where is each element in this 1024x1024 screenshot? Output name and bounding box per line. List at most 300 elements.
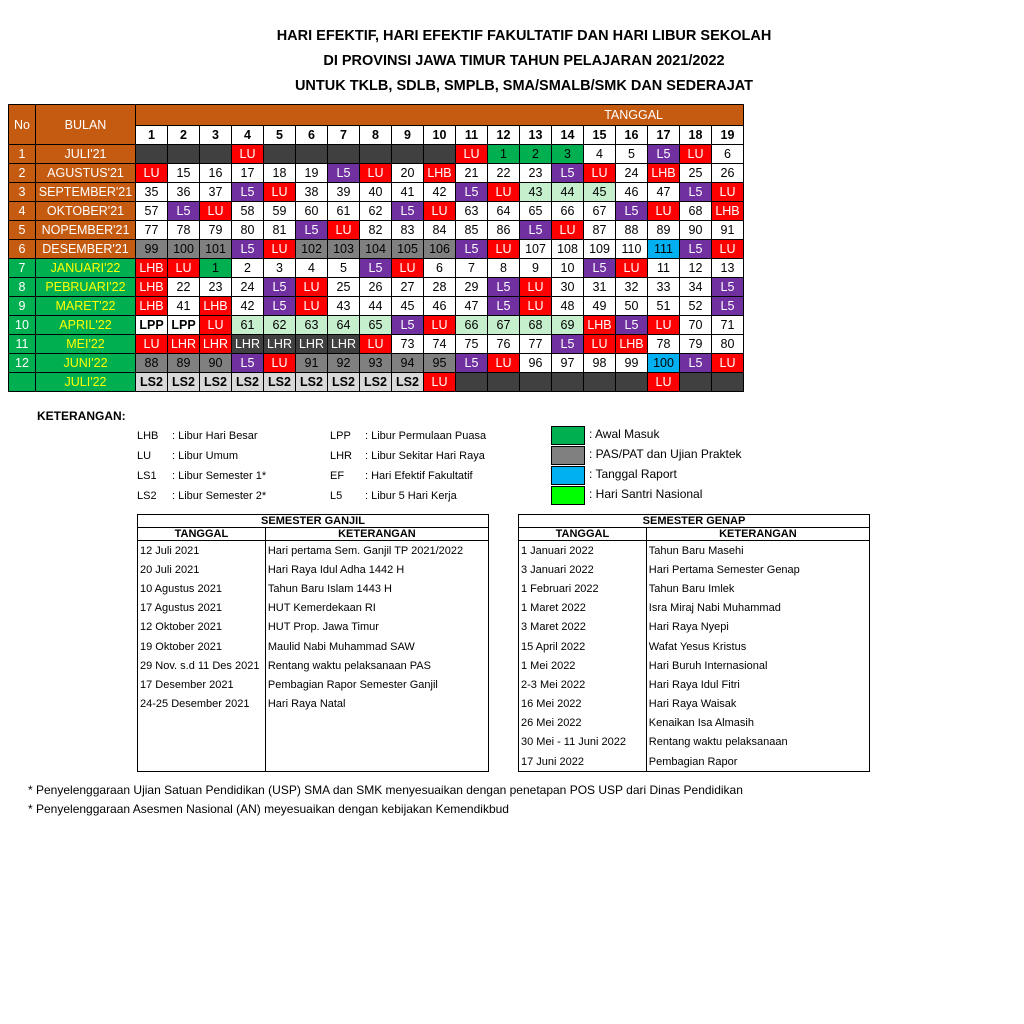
day-cell: LU [456, 145, 488, 164]
day-header-2: 2 [168, 126, 200, 145]
day-cell: LU [424, 316, 456, 335]
day-header-8: 8 [360, 126, 392, 145]
event-description: Wafat Yesus Kristus [646, 637, 869, 656]
day-cell [136, 145, 168, 164]
day-header-18: 18 [680, 126, 712, 145]
month-name: SEPTEMBER'21 [36, 183, 136, 202]
event-date: 29 Nov. s.d 11 Des 2021 [138, 656, 266, 675]
event-date: 1 Maret 2022 [519, 599, 647, 618]
day-cell: 40 [360, 183, 392, 202]
event-row [138, 599, 489, 618]
day-cell: LU [296, 278, 328, 297]
day-cell: 13 [712, 259, 744, 278]
day-cell: LU [680, 145, 712, 164]
event-row [138, 560, 489, 579]
legend-description: : Libur Permulaan Puasa [365, 430, 487, 442]
day-cell: L5 [360, 259, 392, 278]
day-cell: 106 [424, 240, 456, 259]
day-cell: LU [232, 145, 264, 164]
day-cell: 100 [168, 240, 200, 259]
event-description: Pembagian Rapor Semester Ganjil [265, 675, 488, 694]
day-cell: L5 [296, 221, 328, 240]
day-cell: LU [712, 183, 744, 202]
day-cell: 23 [520, 164, 552, 183]
row-number: 1 [9, 145, 36, 164]
legend-code: LS1 [137, 470, 157, 482]
day-cell: 66 [552, 202, 584, 221]
day-cell: 69 [552, 316, 584, 335]
day-cell: 76 [488, 335, 520, 354]
event-row [519, 714, 870, 733]
day-cell: 85 [456, 221, 488, 240]
day-cell: LHB [616, 335, 648, 354]
day-cell: LHB [136, 259, 168, 278]
event-date [138, 733, 266, 752]
event-description: Hari pertama Sem. Ganjil TP 2021/2022 [265, 541, 488, 561]
legend-swatch-label: : Hari Santri Nasional [589, 487, 703, 501]
day-cell: 88 [616, 221, 648, 240]
day-cell: 52 [680, 297, 712, 316]
day-cell: 19 [296, 164, 328, 183]
day-cell: L5 [616, 316, 648, 335]
day-cell: L5 [552, 164, 584, 183]
day-cell: LU [200, 316, 232, 335]
day-cell: 6 [424, 259, 456, 278]
day-cell: 9 [520, 259, 552, 278]
month-name: JUNI'22 [36, 354, 136, 373]
day-cell: 68 [680, 202, 712, 221]
day-cell: 78 [168, 221, 200, 240]
day-cell: 82 [360, 221, 392, 240]
month-row [9, 354, 744, 373]
day-cell: 45 [584, 183, 616, 202]
day-cell: 107 [520, 240, 552, 259]
day-cell: L5 [232, 183, 264, 202]
day-cell: 25 [680, 164, 712, 183]
day-cell: L5 [680, 354, 712, 373]
legend-color-swatch [551, 426, 585, 445]
event-date: 16 Mei 2022 [519, 695, 647, 714]
event-description: Pembagian Rapor [646, 752, 869, 772]
event-description: Rentang waktu pelaksanaan [646, 733, 869, 752]
day-cell: LU [520, 297, 552, 316]
day-cell: 78 [648, 335, 680, 354]
month-row [9, 297, 744, 316]
header-no: No [9, 105, 36, 145]
keterangan-heading: KETERANGAN: [37, 409, 126, 423]
event-description: Hari Raya Natal [265, 695, 488, 714]
day-cell: 11 [648, 259, 680, 278]
day-cell: 51 [648, 297, 680, 316]
day-cell: 96 [520, 354, 552, 373]
day-cell: 41 [392, 183, 424, 202]
day-cell: 63 [296, 316, 328, 335]
day-cell: L5 [552, 335, 584, 354]
day-cell: LU [712, 240, 744, 259]
day-cell: L5 [712, 297, 744, 316]
day-cell [424, 145, 456, 164]
event-row [519, 541, 870, 561]
day-cell: L5 [456, 240, 488, 259]
day-cell: LU [264, 240, 296, 259]
day-cell: 79 [680, 335, 712, 354]
day-cell: LU [616, 259, 648, 278]
month-row [9, 183, 744, 202]
day-cell: 64 [488, 202, 520, 221]
month-row [9, 145, 744, 164]
day-cell: 79 [200, 221, 232, 240]
col-tanggal: TANGGAL [138, 528, 266, 541]
day-cell: 91 [712, 221, 744, 240]
day-cell: L5 [232, 354, 264, 373]
day-cell: 80 [712, 335, 744, 354]
legend-swatch-label: : PAS/PAT dan Ujian Praktek [589, 447, 742, 461]
day-cell: LU [360, 164, 392, 183]
day-cell: L5 [520, 221, 552, 240]
day-cell: 48 [552, 297, 584, 316]
event-date: 10 Agustus 2021 [138, 579, 266, 598]
day-cell: 64 [328, 316, 360, 335]
day-cell: 3 [552, 145, 584, 164]
event-date: 17 Desember 2021 [138, 675, 266, 694]
footnote-usp: * Penyelenggaraan Ujian Satuan Pendidikan (USP) SMA dan SMK menyesuaikan dengan penetapan POS USP dari Dinas Pendidikan [28, 783, 743, 797]
day-cell: LU [648, 373, 680, 392]
day-cell: LU [328, 221, 360, 240]
row-number: 5 [9, 221, 36, 240]
day-cell: 46 [424, 297, 456, 316]
day-cell: LHB [648, 164, 680, 183]
event-row [138, 579, 489, 598]
day-cell: LHR [168, 335, 200, 354]
day-cell: LU [264, 354, 296, 373]
month-row [9, 373, 744, 392]
row-number: 3 [9, 183, 36, 202]
month-name: OKTOBER'21 [36, 202, 136, 221]
day-cell: 65 [360, 316, 392, 335]
day-cell [360, 145, 392, 164]
event-row [519, 599, 870, 618]
day-cell: 93 [360, 354, 392, 373]
event-date: 26 Mei 2022 [519, 714, 647, 733]
row-number: 9 [9, 297, 36, 316]
day-cell: 46 [616, 183, 648, 202]
day-cell: L5 [264, 297, 296, 316]
calendar-table [8, 104, 744, 392]
legend-code: LHR [330, 450, 353, 462]
month-row [9, 316, 744, 335]
day-cell: 6 [712, 145, 744, 164]
event-date: 1 Mei 2022 [519, 656, 647, 675]
day-cell: L5 [392, 316, 424, 335]
semester-ganjil-title: SEMESTER GANJIL [138, 515, 489, 528]
day-cell: 3 [264, 259, 296, 278]
day-cell: 44 [360, 297, 392, 316]
day-cell: 16 [200, 164, 232, 183]
event-row [138, 656, 489, 675]
day-cell: LU [360, 335, 392, 354]
day-cell: 31 [584, 278, 616, 297]
day-cell: 41 [168, 297, 200, 316]
day-cell: L5 [456, 354, 488, 373]
day-cell: 58 [232, 202, 264, 221]
day-cell: 81 [264, 221, 296, 240]
col-keterangan: KETERANGAN [265, 528, 488, 541]
legend-code: LS2 [137, 490, 157, 502]
row-number: 7 [9, 259, 36, 278]
month-name: NOPEMBER'21 [36, 221, 136, 240]
month-name: PEBRUARI'22 [36, 278, 136, 297]
day-cell: 68 [520, 316, 552, 335]
day-cell: 7 [456, 259, 488, 278]
day-cell: 111 [648, 240, 680, 259]
day-cell: LHR [328, 335, 360, 354]
document-title-line-2: DI PROVINSI JAWA TIMUR TAHUN PELAJARAN 2021/2022 [323, 53, 725, 69]
day-cell: LS2 [360, 373, 392, 392]
month-row [9, 335, 744, 354]
day-cell: 101 [200, 240, 232, 259]
day-cell: 90 [200, 354, 232, 373]
day-cell: 70 [680, 316, 712, 335]
day-cell: LS2 [136, 373, 168, 392]
day-header-9: 9 [392, 126, 424, 145]
day-cell: LPP [168, 316, 200, 335]
legend-code: EF [330, 470, 345, 482]
day-cell: 67 [488, 316, 520, 335]
event-date: 2-3 Mei 2022 [519, 675, 647, 694]
day-cell: LHB [712, 202, 744, 221]
day-cell: LU [136, 335, 168, 354]
event-date: 17 Juni 2022 [519, 752, 647, 772]
day-cell: 83 [392, 221, 424, 240]
day-header-1: 1 [136, 126, 168, 145]
legend-code: L5 [330, 490, 343, 502]
event-row [138, 618, 489, 637]
row-number: 12 [9, 354, 36, 373]
day-cell: 89 [648, 221, 680, 240]
legend-description: : Libur Hari Besar [172, 430, 258, 442]
legend-code: LPP [330, 430, 351, 442]
day-cell: 80 [232, 221, 264, 240]
day-cell: 63 [456, 202, 488, 221]
event-description: Hari Raya Nyepi [646, 618, 869, 637]
day-cell: LU [648, 316, 680, 335]
footnote-an: * Penyelenggaraan Asesmen Nasional (AN) meyesuaikan dengan kebijakan Kemendikbud [28, 802, 509, 816]
month-name: DESEMBER'21 [36, 240, 136, 259]
month-name: JULI'22 [36, 373, 136, 392]
day-cell: 61 [232, 316, 264, 335]
day-cell [680, 373, 712, 392]
legend-color-swatch [551, 486, 585, 505]
event-date: 19 Oktober 2021 [138, 637, 266, 656]
day-header-14: 14 [552, 126, 584, 145]
row-number: 4 [9, 202, 36, 221]
day-cell: 60 [296, 202, 328, 221]
day-cell: L5 [712, 278, 744, 297]
legend-description: : Libur Umum [172, 450, 239, 462]
day-cell: 45 [392, 297, 424, 316]
day-header-4: 4 [232, 126, 264, 145]
event-description: HUT Prop. Jawa Timur [265, 618, 488, 637]
day-cell: 50 [616, 297, 648, 316]
day-cell: 42 [424, 183, 456, 202]
day-cell: 37 [200, 183, 232, 202]
day-cell: LU [392, 259, 424, 278]
day-cell: 33 [648, 278, 680, 297]
event-description: Isra Miraj Nabi Muhammad [646, 599, 869, 618]
day-cell: 99 [136, 240, 168, 259]
day-cell: 2 [232, 259, 264, 278]
day-cell [168, 145, 200, 164]
event-date: 24-25 Desember 2021 [138, 695, 266, 714]
day-cell: LPP [136, 316, 168, 335]
event-description: Tahun Baru Islam 1443 H [265, 579, 488, 598]
day-cell [552, 373, 584, 392]
day-cell: LHR [296, 335, 328, 354]
day-cell: 22 [488, 164, 520, 183]
col-keterangan: KETERANGAN [646, 528, 869, 541]
day-header-16: 16 [616, 126, 648, 145]
month-name: JULI'21 [36, 145, 136, 164]
month-name: APRIL'22 [36, 316, 136, 335]
day-cell: L5 [456, 183, 488, 202]
event-date: 3 Maret 2022 [519, 618, 647, 637]
event-row [138, 541, 489, 561]
day-cell: LU [488, 240, 520, 259]
day-cell: LS2 [232, 373, 264, 392]
month-name: JANUARI'22 [36, 259, 136, 278]
day-cell [392, 145, 424, 164]
day-cell: 42 [232, 297, 264, 316]
day-cell: LS2 [200, 373, 232, 392]
day-cell: 97 [552, 354, 584, 373]
day-cell: LU [136, 164, 168, 183]
month-name: MARET'22 [36, 297, 136, 316]
event-description [265, 752, 488, 772]
event-date: 15 April 2022 [519, 637, 647, 656]
day-cell: 65 [520, 202, 552, 221]
day-cell: L5 [488, 297, 520, 316]
day-cell: 102 [296, 240, 328, 259]
legend-description: : Hari Efektif Fakultatif [365, 470, 473, 482]
legend-code: LHB [137, 430, 159, 442]
month-row [9, 202, 744, 221]
event-row [519, 637, 870, 656]
event-row [519, 579, 870, 598]
day-cell: LU [168, 259, 200, 278]
day-cell: 90 [680, 221, 712, 240]
day-cell: 32 [616, 278, 648, 297]
event-description: Kenaikan Isa Almasih [646, 714, 869, 733]
day-cell: 103 [328, 240, 360, 259]
header-tanggal: TANGGAL [136, 105, 744, 126]
day-cell [616, 373, 648, 392]
day-cell: LU [712, 354, 744, 373]
day-cell: LS2 [264, 373, 296, 392]
event-row [519, 752, 870, 772]
day-cell: 18 [264, 164, 296, 183]
event-date: 17 Agustus 2021 [138, 599, 266, 618]
document-title-line-1: HARI EFEKTIF, HARI EFEKTIF FAKULTATIF DAN HARI LIBUR SEKOLAH [276, 28, 772, 44]
event-date: 30 Mei - 11 Juni 2022 [519, 733, 647, 752]
month-row [9, 240, 744, 259]
day-cell: LHB [424, 164, 456, 183]
day-cell: LHR [232, 335, 264, 354]
day-cell: 4 [296, 259, 328, 278]
event-row [138, 714, 489, 733]
legend-swatch-label: : Tanggal Raport [589, 467, 677, 481]
day-cell: 12 [680, 259, 712, 278]
day-cell [520, 373, 552, 392]
event-row [138, 752, 489, 772]
day-cell: 28 [424, 278, 456, 297]
day-header-7: 7 [328, 126, 360, 145]
day-cell: 88 [136, 354, 168, 373]
day-cell: 84 [424, 221, 456, 240]
event-row [519, 618, 870, 637]
day-cell: 92 [328, 354, 360, 373]
day-cell: 91 [296, 354, 328, 373]
legend-swatch-label: : Awal Masuk [589, 427, 660, 441]
day-cell: 99 [616, 354, 648, 373]
day-header-10: 10 [424, 126, 456, 145]
day-cell: 5 [328, 259, 360, 278]
day-cell: 47 [456, 297, 488, 316]
day-cell: 38 [296, 183, 328, 202]
row-number: 2 [9, 164, 36, 183]
day-cell: L5 [232, 240, 264, 259]
day-cell: 10 [552, 259, 584, 278]
row-number [9, 373, 36, 392]
day-cell: 105 [392, 240, 424, 259]
legend-code: LU [137, 450, 152, 462]
day-header-3: 3 [200, 126, 232, 145]
day-header-19: 19 [712, 126, 744, 145]
day-cell: 17 [232, 164, 264, 183]
day-cell: 36 [168, 183, 200, 202]
day-cell: 75 [456, 335, 488, 354]
event-description: Rentang waktu pelaksanaan PAS [265, 656, 488, 675]
day-header-17: 17 [648, 126, 680, 145]
header-bulan: BULAN [36, 105, 136, 145]
event-date: 20 Juli 2021 [138, 560, 266, 579]
event-description: Hari Pertama Semester Genap [646, 560, 869, 579]
day-cell: LHB [136, 297, 168, 316]
day-cell [328, 145, 360, 164]
day-cell: 108 [552, 240, 584, 259]
day-cell: 95 [424, 354, 456, 373]
legend-description: : Libur Semester 1* [172, 470, 267, 482]
day-cell: LU [424, 373, 456, 392]
semester-genap-title: SEMESTER GENAP [519, 515, 870, 528]
day-header-11: 11 [456, 126, 488, 145]
row-number: 8 [9, 278, 36, 297]
month-row [9, 221, 744, 240]
event-row [138, 675, 489, 694]
day-cell: 22 [168, 278, 200, 297]
day-cell: LHB [584, 316, 616, 335]
month-row [9, 259, 744, 278]
day-cell: LU [488, 183, 520, 202]
event-row [519, 695, 870, 714]
day-cell [488, 373, 520, 392]
day-cell: 77 [520, 335, 552, 354]
day-cell: L5 [616, 202, 648, 221]
legend-description: : Libur Semester 2* [172, 490, 267, 502]
day-cell: 67 [584, 202, 616, 221]
month-name: MEI'22 [36, 335, 136, 354]
day-cell [712, 373, 744, 392]
event-description: HUT Kemerdekaan RI [265, 599, 488, 618]
